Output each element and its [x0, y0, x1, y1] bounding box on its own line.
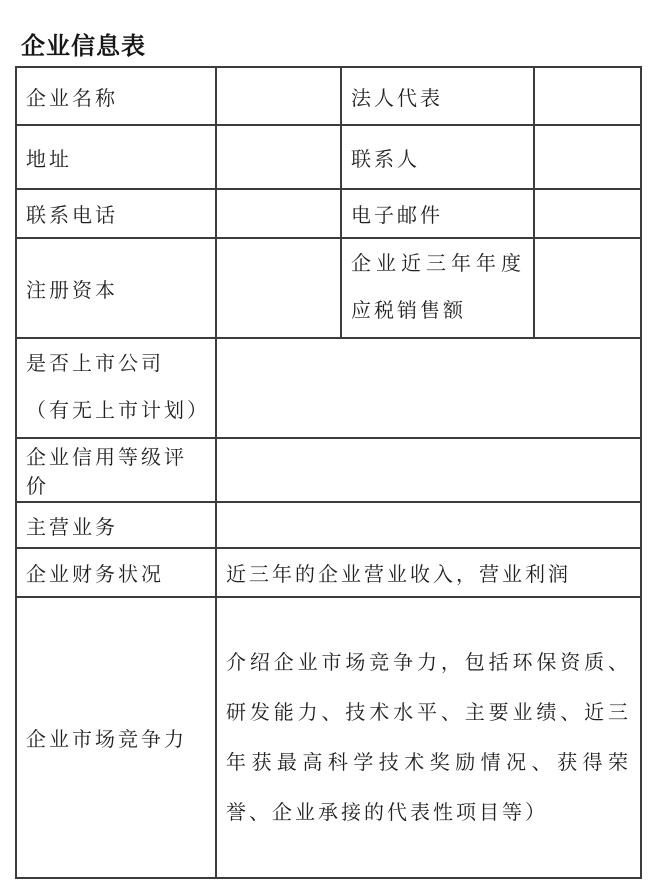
email-label: 电子邮件 [341, 189, 534, 238]
main-business-label: 主营业务 [16, 502, 216, 548]
listed-company-label-line2: （有无上市计划） [26, 400, 210, 422]
table-row [16, 125, 641, 189]
listed-company-label [16, 338, 216, 438]
contact-person-value [534, 125, 641, 189]
table-row [16, 597, 641, 878]
address-label: 地址 [16, 125, 216, 189]
registered-capital-label: 注册资本 [16, 238, 216, 338]
phone-label: 联系电话 [16, 189, 216, 238]
table-row [16, 438, 641, 502]
table-row [16, 338, 641, 438]
table-row [16, 548, 641, 597]
table-row [16, 502, 641, 548]
taxable-sales-label: 企业近三年年度应税销售额 [341, 238, 534, 338]
legal-representative-value [534, 67, 641, 125]
financial-status-value: 近三年的企业营业收入，营业利润 [216, 548, 641, 597]
credit-rating-label: 企业信用等级评价 [16, 438, 216, 502]
market-competitiveness-label: 企业市场竞争力 [16, 597, 216, 878]
listed-company-value [216, 338, 641, 438]
table-row [16, 238, 641, 338]
company-name-value [216, 67, 341, 125]
listed-company-label-line1: 是否上市公司 [26, 353, 164, 375]
main-business-value [216, 502, 641, 548]
table-row [16, 189, 641, 238]
contact-person-label: 联系人 [341, 125, 534, 189]
email-value [534, 189, 641, 238]
enterprise-info-table [15, 66, 642, 879]
address-value [216, 125, 341, 189]
market-competitiveness-value: 介绍企业市场竞争力，包括环保资质、研发能力、技术水平、主要业绩、近三年获最高科学技术奖励情况、获得荣誉、企业承接的代表性项目等） [216, 597, 641, 878]
financial-status-label: 企业财务状况 [16, 548, 216, 597]
table-row [16, 67, 641, 125]
legal-representative-label: 法人代表 [341, 67, 534, 125]
company-name-label: 企业名称 [16, 67, 216, 125]
page-title: 企业信息表 [21, 33, 146, 60]
credit-rating-value [216, 438, 641, 502]
phone-value [216, 189, 341, 238]
registered-capital-value [216, 238, 341, 338]
taxable-sales-value [534, 238, 641, 338]
